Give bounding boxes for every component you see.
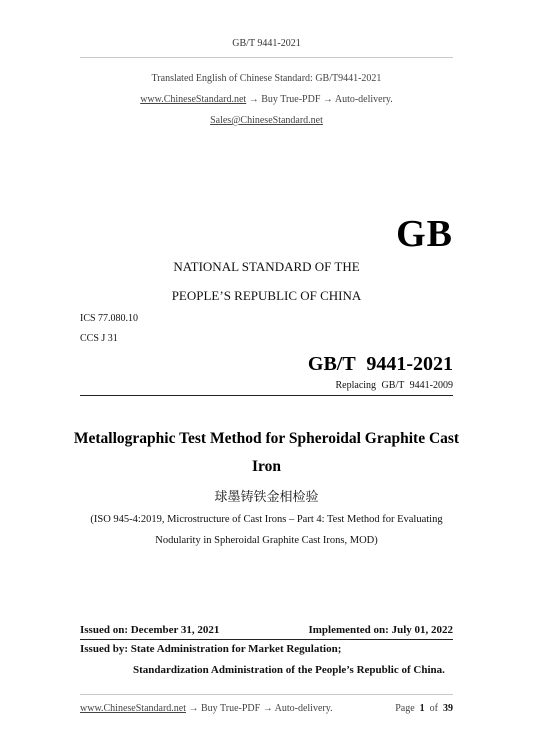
page-number: 1 xyxy=(419,703,425,714)
national-standard-line2: PEOPLE’S REPUBLIC OF CHINA xyxy=(171,288,362,303)
email-line xyxy=(0,115,533,126)
footer-site-link[interactable]: www.ChineseStandard.net xyxy=(80,703,186,714)
issued-by-line1: Issued by: State Administration for Market Regulation; xyxy=(80,643,342,655)
page-total: 39 xyxy=(443,703,453,714)
page-counter xyxy=(395,703,453,714)
of-label: of xyxy=(429,703,438,714)
replacing-note: Replacing GB/T 9441-2009 xyxy=(335,380,453,391)
email-link[interactable]: Sales@ChineseStandard.net xyxy=(210,115,323,126)
page-label: Page xyxy=(395,703,415,714)
ics-code: ICS 77.080.10 xyxy=(80,313,139,324)
document-title-line2: Iron xyxy=(251,458,281,475)
issued-by-line2: Standardization Administration of the People’s Republic of China. xyxy=(133,664,445,676)
dates-rule xyxy=(80,639,453,640)
iso-reference-line1: (ISO 945-4:2019, Microstructure of Cast Irons – Part 4: Test Method for Evaluating xyxy=(90,514,443,525)
footer-buy-tail: → Buy True-PDF → Auto-delivery. xyxy=(186,703,333,714)
issued-on-date: Issued on: December 31, 2021 xyxy=(80,624,220,636)
running-header: GB/T 9441-2021 xyxy=(232,38,301,49)
implemented-on-date: Implemented on: July 01, 2022 xyxy=(308,624,453,636)
national-standard-line1: NATIONAL STANDARD OF THE xyxy=(173,259,360,274)
document-title-line1: Metallographic Test Method for Spheroidal Graphite Cast xyxy=(73,430,460,447)
gb-logo: GB xyxy=(396,213,453,255)
translation-notice: Translated English of Chinese Standard: GB/T9441-2021 xyxy=(151,73,382,84)
title-rule xyxy=(80,395,453,396)
iso-reference-line2: Nodularity in Spheroidal Graphite Cast Irons, MOD) xyxy=(155,535,378,546)
standard-number: GB/T 9441-2021 xyxy=(307,353,453,375)
buy-line xyxy=(0,94,533,105)
footer-rule xyxy=(80,694,453,695)
header-rule xyxy=(80,57,453,58)
ccs-code: CCS J 31 xyxy=(80,333,118,344)
site-link[interactable]: www.ChineseStandard.net xyxy=(140,94,247,105)
chinese-title: 球墨铸铁金相检验 xyxy=(214,490,319,505)
buy-line-tail: → Buy True-PDF → Auto-delivery. xyxy=(246,94,393,105)
footer-buy-line xyxy=(80,703,333,714)
